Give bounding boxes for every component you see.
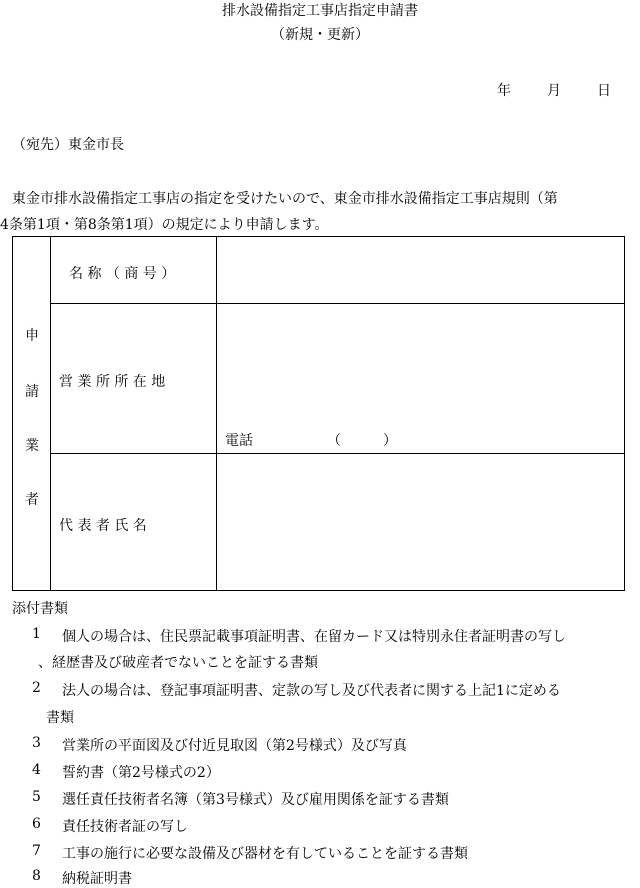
attachment-text: 責任技術者証の写し bbox=[62, 819, 188, 835]
attachment-num: 5 bbox=[32, 789, 41, 805]
attachment-num: 1 bbox=[32, 626, 41, 642]
representative-label: 代 表 者 氏 名 bbox=[59, 518, 147, 534]
attachment-num: 4 bbox=[32, 762, 41, 778]
phone-label: 電話 bbox=[225, 433, 253, 449]
applicant-table bbox=[12, 236, 625, 591]
row-divider bbox=[51, 303, 624, 304]
label-column bbox=[51, 237, 217, 590]
attachments-heading: 添付書類 bbox=[12, 601, 68, 617]
attachment-text: 法人の場合は、登記事項証明書、定款の写し及び代表者に関する上記1に定める bbox=[62, 683, 561, 699]
attachment-text: 営業所の平面図及び付近見取図（第2号様式）及び写真 bbox=[62, 738, 407, 754]
attachment-text-cont: 、経歴書及び破産者でないことを証する書類 bbox=[38, 655, 318, 671]
applicant-label-char: 者 bbox=[25, 492, 39, 508]
name-field[interactable] bbox=[219, 239, 619, 301]
attachment-num: 3 bbox=[32, 735, 41, 751]
address-label: 営 業 所 所 在 地 bbox=[59, 374, 166, 390]
attachment-text: 工事の施行に必要な設備及び器材を有していることを証する書類 bbox=[62, 846, 468, 862]
phone-paren: （ ） bbox=[327, 433, 397, 449]
document-subtitle: （新規・更新） bbox=[271, 27, 369, 43]
attachment-num: 2 bbox=[32, 680, 41, 696]
applicant-label-char: 申 bbox=[25, 328, 39, 344]
attachment-text: 納税証明書 bbox=[62, 871, 132, 887]
date-month-label: 月 bbox=[547, 83, 561, 99]
attachment-num: 7 bbox=[32, 843, 41, 859]
attachment-num: 6 bbox=[32, 816, 41, 832]
date-day-label: 日 bbox=[597, 83, 611, 99]
attachment-text: 選任責任技術者名簿（第3号様式）及び雇用関係を証する書類 bbox=[62, 792, 449, 808]
row-divider bbox=[51, 453, 624, 454]
address-field[interactable] bbox=[219, 305, 619, 451]
attachment-text: 誓約書（第2号様式の2） bbox=[62, 765, 220, 781]
attachment-num: 8 bbox=[32, 868, 41, 884]
name-label: 名 称 （ 商 号 ） bbox=[69, 266, 176, 282]
applicant-column bbox=[13, 237, 51, 590]
representative-field[interactable] bbox=[219, 455, 619, 589]
applicant-label-char: 業 bbox=[25, 438, 39, 454]
attachment-text-cont: 書類 bbox=[46, 710, 74, 726]
document-title: 排水設備指定工事店指定申請書 bbox=[222, 3, 418, 19]
applicant-label-char: 請 bbox=[25, 384, 39, 400]
attachment-text: 個人の場合は、住民票記載事項証明書、在留カード又は特別永住者証明書の写し bbox=[62, 629, 566, 645]
body-text-line2: 4条第1項・第8条第1項）の規定により申請します。 bbox=[0, 217, 329, 233]
addressee: （宛先）東金市長 bbox=[12, 137, 124, 153]
body-text-line1: 東金市排水設備指定工事店の指定を受けたいので、東金市排水設備指定工事店規則（第 bbox=[12, 191, 558, 207]
date-year-label: 年 bbox=[497, 83, 511, 99]
